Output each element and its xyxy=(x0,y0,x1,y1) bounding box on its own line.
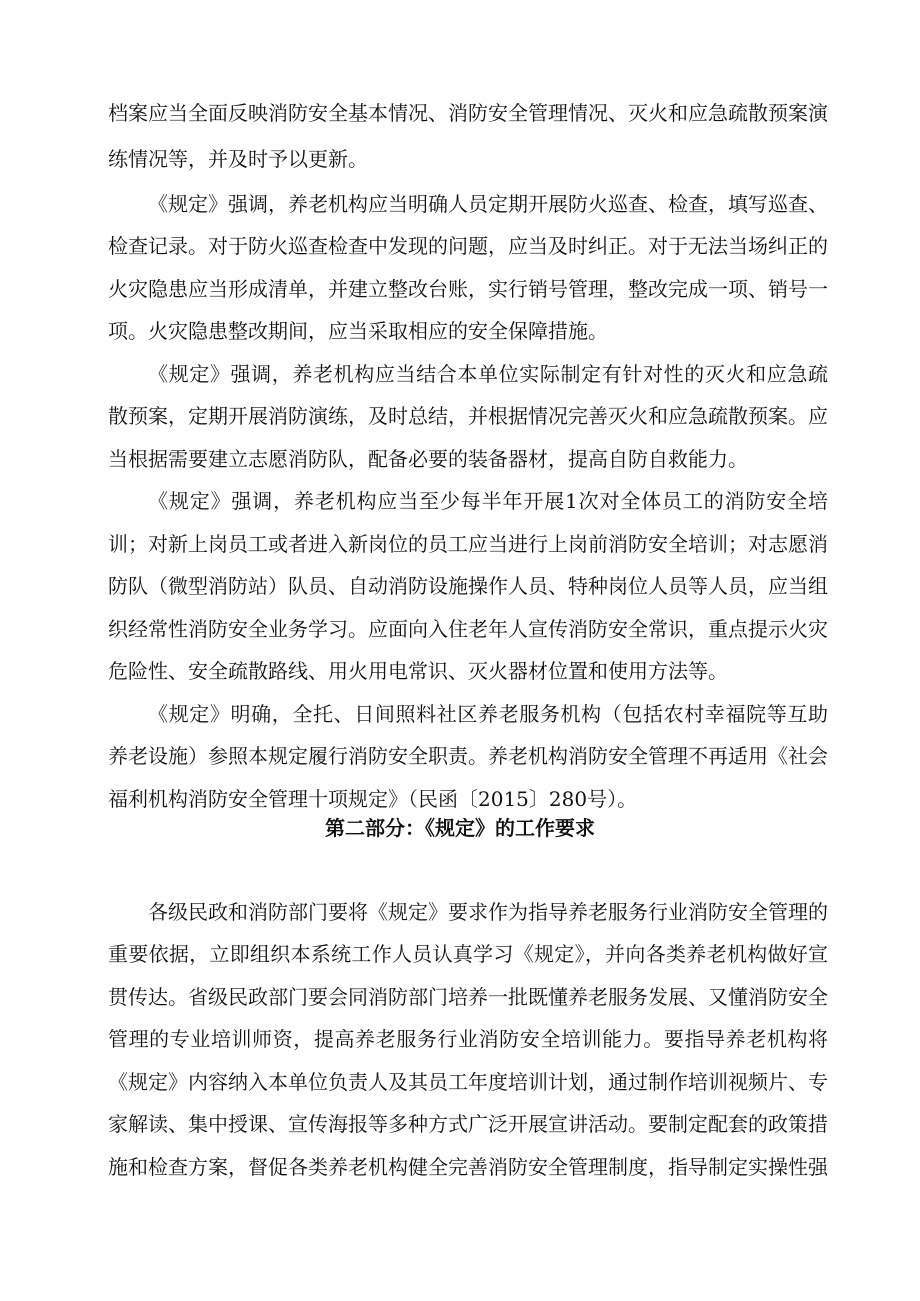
para3-line-3: 当根据需要建立志愿消防队，配备必要的装备器材，提高自防自救能力。 xyxy=(108,447,748,471)
para3-line-1: 《规定》强调，养老机构应当结合本单位实际制定有针对性的灭火和应急疏 xyxy=(148,362,828,386)
para3-line-2: 散预案，定期开展消防演练，及时总结，并根据情况完善灭火和应急疏散预案。应 xyxy=(108,404,828,428)
para1-line-2: 练情况等，并及时予以更新。 xyxy=(108,147,368,171)
para2-line-2: 检查记录。对于防火巡查检查中发现的问题，应当及时纠正。对于无法当场纠正的 xyxy=(108,234,828,258)
para6-line-1: 各级民政和消防部门要将《规定》要求作为指导养老服务行业消防安全管理的 xyxy=(148,900,828,924)
para6-line-5: 《规定》内容纳入本单位负责人及其员工年度培训计划，通过制作培训视频片、专 xyxy=(108,1070,828,1094)
para4-line-2: 训；对新上岗员工或者进入新岗位的员工应当进行上岗前消防安全培训；对志愿消 xyxy=(108,532,828,556)
para5-line-2: 养老设施）参照本规定履行消防安全职责。养老机构消防安全管理不再适用《社会 xyxy=(108,744,828,768)
section-heading: 第二部分：《规定》的工作要求 xyxy=(325,816,595,840)
para5-line-1: 《规定》明确，全托、日间照料社区养老服务机构（包括农村幸福院等互助 xyxy=(148,702,828,726)
para4-line-4: 织经常性消防安全业务学习。应面向入住老年人宣传消防安全常识，重点提示火灾 xyxy=(108,617,828,641)
para2-line-3: 火灾隐患应当形成清单，并建立整改台账，实行销号管理，整改完成一项、销号一 xyxy=(108,277,828,301)
para6-line-4: 管理的专业培训师资，提高养老服务行业消防安全培训能力。要指导养老机构将 xyxy=(108,1027,828,1051)
para4-line-1: 《规定》强调，养老机构应当至少每半年开展1次对全体员工的消防安全培 xyxy=(148,489,828,513)
para2-line-4: 项。火灾隐患整改期间，应当采取相应的安全保障措施。 xyxy=(108,319,608,343)
para6-line-7: 施和检查方案，督促各类养老机构健全完善消防安全管理制度，指导制定实操性强 xyxy=(108,1155,828,1179)
para4-line-5: 危险性、安全疏散路线、用火用电常识、灭火器材位置和使用方法等。 xyxy=(108,659,728,683)
para4-line-3: 防队（微型消防站）队员、自动消防设施操作人员、特种岗位人员等人员，应当组 xyxy=(108,574,828,598)
para5-line-3: 福利机构消防安全管理十项规定》（民函〔2015〕280号）。 xyxy=(108,787,638,811)
para2-line-1: 《规定》强调，养老机构应当明确人员定期开展防火巡查、检查，填写巡查、 xyxy=(148,192,828,216)
para6-line-3: 贯传达。省级民政部门要会同消防部门培养一批既懂养老服务发展、又懂消防安全 xyxy=(108,985,828,1009)
para1-line-1: 档案应当全面反映消防安全基本情况、消防安全管理情况、灭火和应急疏散预案演 xyxy=(108,101,828,125)
para6-line-2: 重要依据，立即组织本系统工作人员认真学习《规定》，并向各类养老机构做好宣 xyxy=(108,942,828,966)
para6-line-6: 家解读、集中授课、宣传海报等多种方式广泛开展宣讲活动。要制定配套的政策措 xyxy=(108,1112,828,1136)
